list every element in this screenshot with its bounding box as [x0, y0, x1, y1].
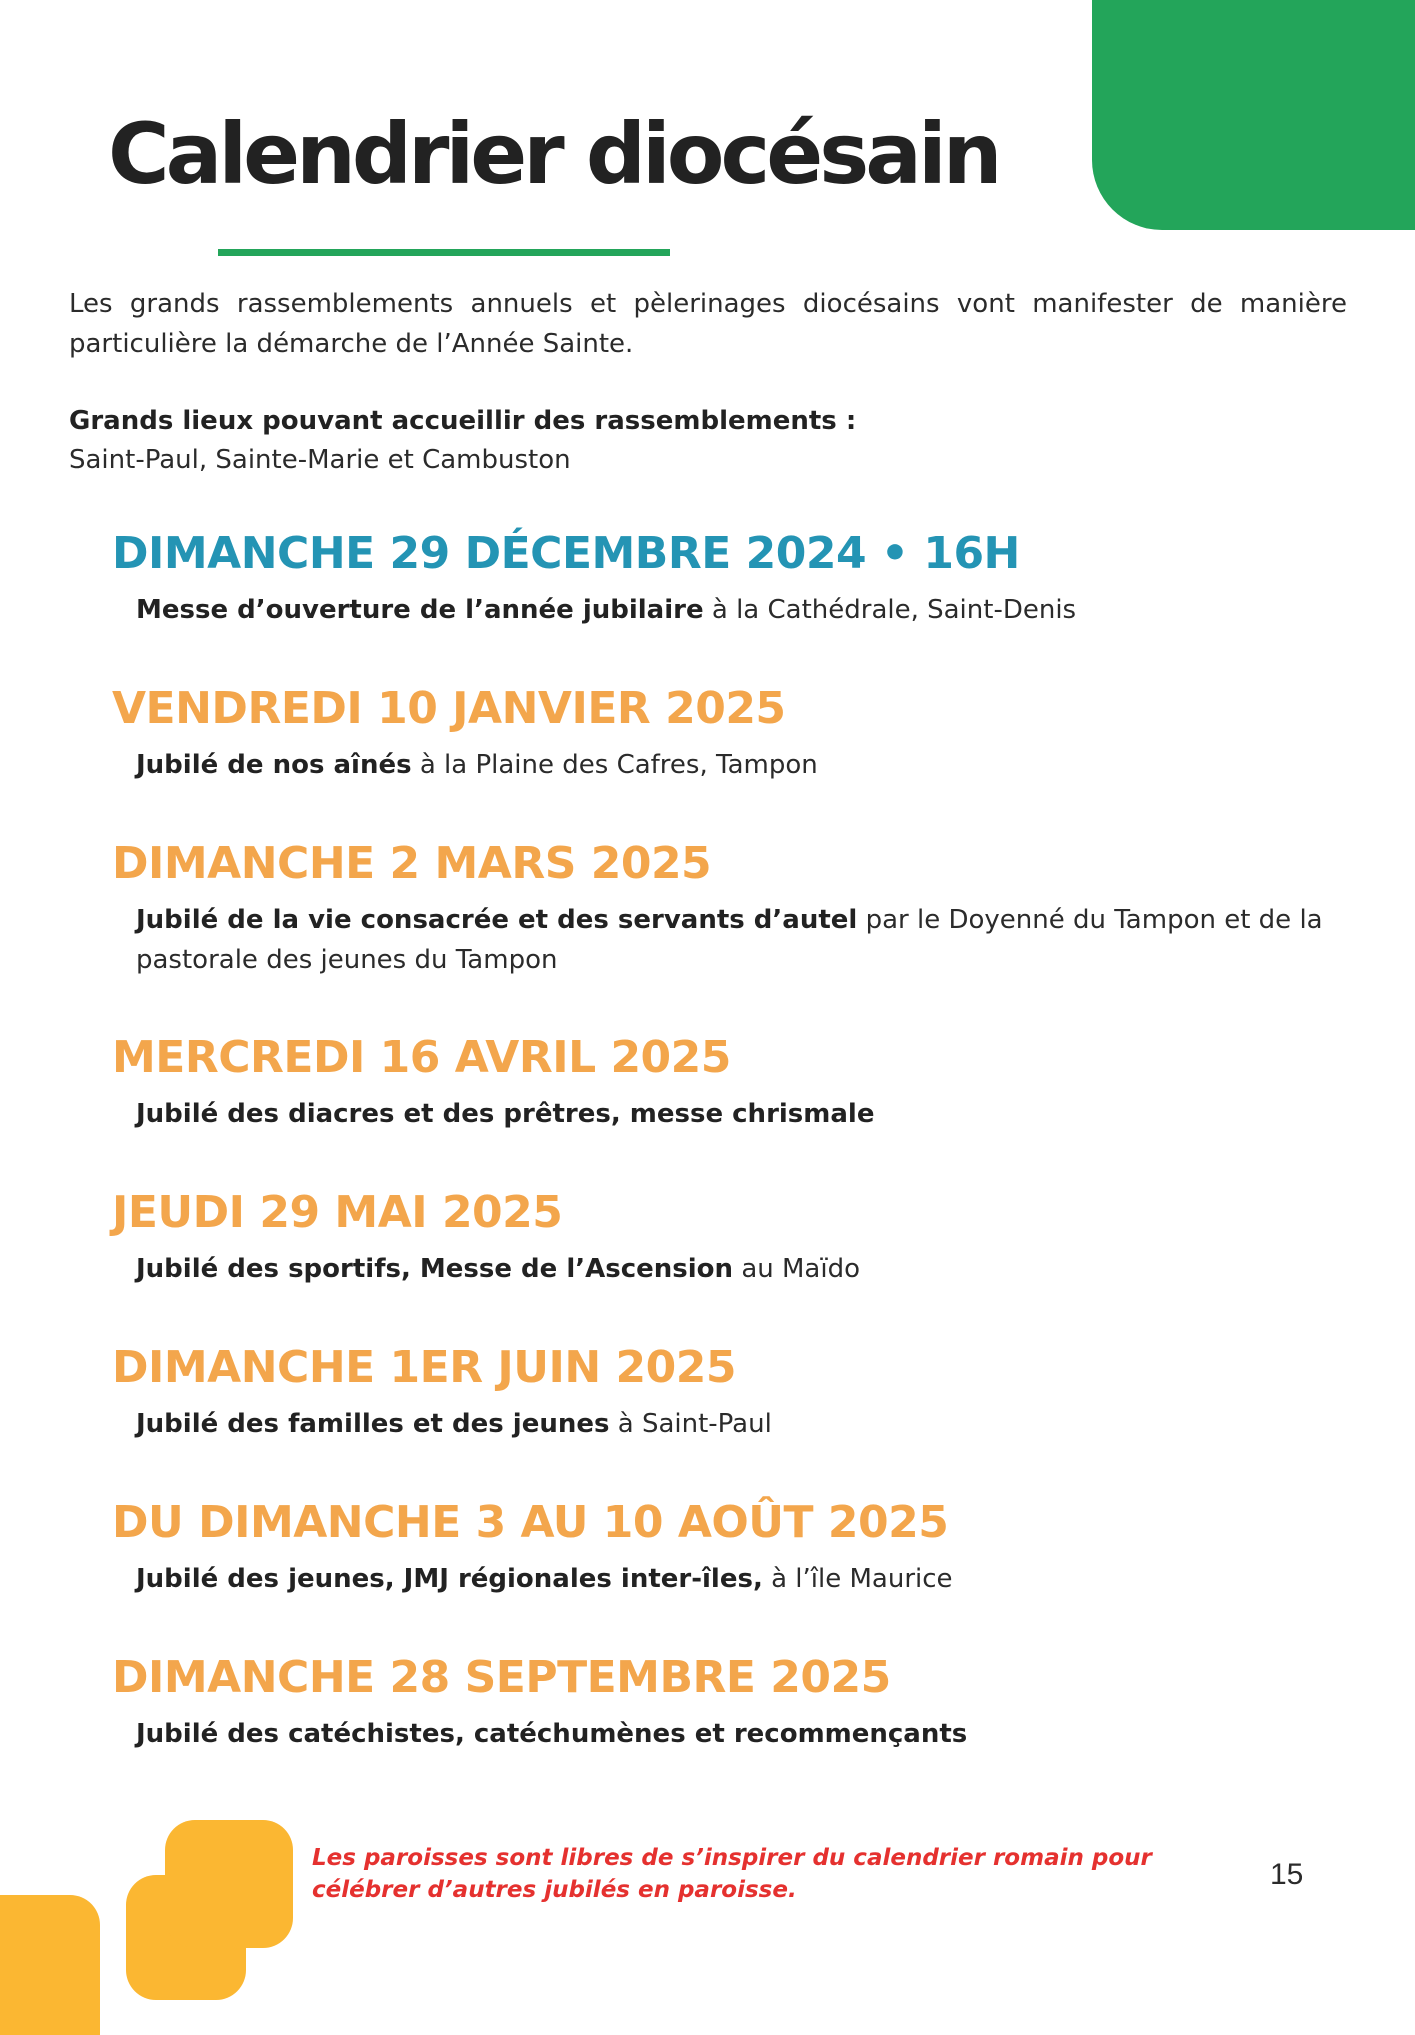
event-item — [112, 1495, 1342, 1599]
event-title: Jubilé des familles et des jeunes — [136, 1409, 610, 1439]
venues-label: Grands lieux pouvant accueillir des rassemblements : — [69, 406, 857, 436]
event-details: à la Plaine des Cafres, Tampon — [411, 750, 818, 780]
event-details: à la Cathédrale, Saint-Denis — [703, 595, 1077, 625]
event-date: DIMANCHE 28 SEPTEMBRE 2025 — [112, 1652, 891, 1703]
event-title: Jubilé des catéchistes, catéchumènes et recommençants — [136, 1719, 968, 1749]
corner-decoration-green — [1092, 0, 1415, 230]
event-item — [112, 1185, 1342, 1289]
page-number: 15 — [1270, 1858, 1304, 1891]
event-date: DIMANCHE 2 MARS 2025 — [112, 838, 712, 889]
event-item — [112, 836, 1342, 980]
event-description — [136, 1404, 1346, 1444]
event-date: DIMANCHE 29 DÉCEMBRE 2024 • 16H — [112, 528, 1020, 579]
event-item — [112, 1030, 1342, 1134]
event-description — [136, 900, 1346, 980]
event-description — [136, 1714, 1346, 1754]
event-date: DIMANCHE 1ER JUIN 2025 — [112, 1342, 736, 1393]
decor-blob-left — [0, 1895, 100, 2035]
venues-list: Saint-Paul, Sainte-Marie et Cambuston — [69, 445, 571, 475]
event-item — [112, 1340, 1342, 1444]
event-title: Jubilé de la vie consacrée et des servants d’autel — [136, 905, 858, 935]
event-title: Jubilé des diacres et des prêtres, messe chrismale — [136, 1099, 875, 1129]
event-date: VENDREDI 10 JANVIER 2025 — [112, 683, 786, 734]
event-date: DU DIMANCHE 3 AU 10 AOÛT 2025 — [112, 1497, 949, 1548]
event-date: JEUDI 29 MAI 2025 — [112, 1187, 563, 1238]
event-title: Jubilé des sportifs, Messe de l’Ascension — [136, 1254, 734, 1284]
event-description — [136, 745, 1346, 785]
event-details: au Maïdo — [733, 1254, 861, 1284]
event-description — [136, 1249, 1346, 1289]
event-date: MERCREDI 16 AVRIL 2025 — [112, 1032, 731, 1083]
decor-blob-upper — [165, 1820, 293, 1948]
event-title: Jubilé des jeunes, JMJ régionales inter-îles, — [136, 1564, 763, 1594]
event-description — [136, 1094, 1346, 1134]
event-item — [112, 1650, 1342, 1754]
event-title: Messe d’ouverture de l’année jubilaire — [136, 595, 704, 625]
event-description — [136, 1559, 1346, 1599]
event-item — [112, 681, 1342, 785]
event-description — [136, 590, 1346, 630]
intro-paragraph: Les grands rassemblements annuels et pèlerinages diocésains vont manifester de manière particulière la démarche de l’Année Sainte. — [69, 289, 1347, 359]
event-details: à Saint-Paul — [609, 1409, 772, 1439]
event-title: Jubilé de nos aînés — [136, 750, 412, 780]
title-underline — [218, 249, 670, 256]
footer-note: Les paroisses sont libres de s’inspirer du calendrier romain pour célébrer d’autres jubilés en paroisse. — [312, 1845, 1152, 1903]
event-details: par le Doyenné du Tampon et de la pastorale des jeunes du Tampon — [136, 905, 1323, 975]
event-details: à l’île Maurice — [762, 1564, 953, 1594]
event-item — [112, 526, 1342, 630]
page-title: Calendrier diocésain — [108, 105, 999, 203]
